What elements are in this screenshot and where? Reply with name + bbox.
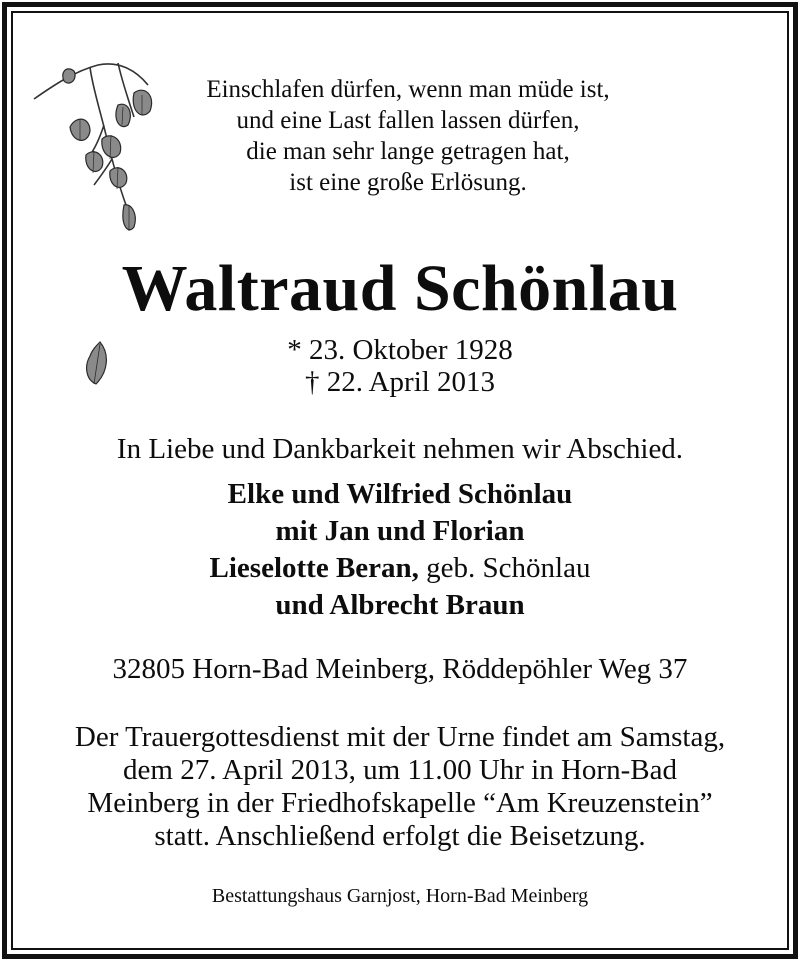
service-line-1: Der Trauergottesdienst mit der Urne findet am Samstag, — [74, 721, 726, 753]
mourner-name: Lieselotte Beran, — [209, 552, 419, 584]
leaf-icon — [102, 136, 121, 158]
verse-line-4: ist eine große Erlösung. — [289, 169, 527, 196]
leaf-icon — [63, 69, 75, 83]
service-line-4: statt. Anschließend erfolgt die Beisetzung. — [154, 820, 646, 852]
leaf-icon — [86, 152, 103, 172]
address-line: 32805 Horn-Bad Meinberg, Röddepöhler Weg 37 — [112, 653, 688, 685]
service-line-3: Meinberg in der Friedhofskapelle “Am Kreuzenstein” — [87, 787, 713, 819]
farewell-line: In Liebe und Dankbarkeit nehmen wir Abschied. — [116, 433, 684, 465]
verse-line-1: Einschlafen dürfen, wenn man müde ist, — [206, 76, 610, 103]
birth-date: * 23. Oktober 1928 — [287, 334, 513, 366]
mourner-line-3 — [0, 551, 800, 585]
service-line-2: dem 27. April 2013, um 11.00 Uhr in Horn-Bad — [123, 754, 677, 786]
death-date: † 22. April 2013 — [304, 366, 496, 398]
leaf-icon — [110, 168, 127, 188]
funeral-home: Bestattungshaus Garnjost, Horn-Bad Meinberg — [211, 885, 589, 907]
deceased-name: Waltraud Schönlau — [121, 252, 679, 325]
mourner-birth-name: geb. Schönlau — [426, 552, 591, 584]
verse-line-3: die man sehr lange getragen hat, — [246, 138, 570, 165]
mourner-line-1: Elke und Wilfried Schönlau — [227, 478, 573, 510]
mourner-line-4: und Albrecht Braun — [275, 589, 525, 621]
mourner-line-2: mit Jan und Florian — [275, 515, 525, 547]
verse-line-2: und eine Last fallen lassen dürfen, — [236, 107, 580, 134]
